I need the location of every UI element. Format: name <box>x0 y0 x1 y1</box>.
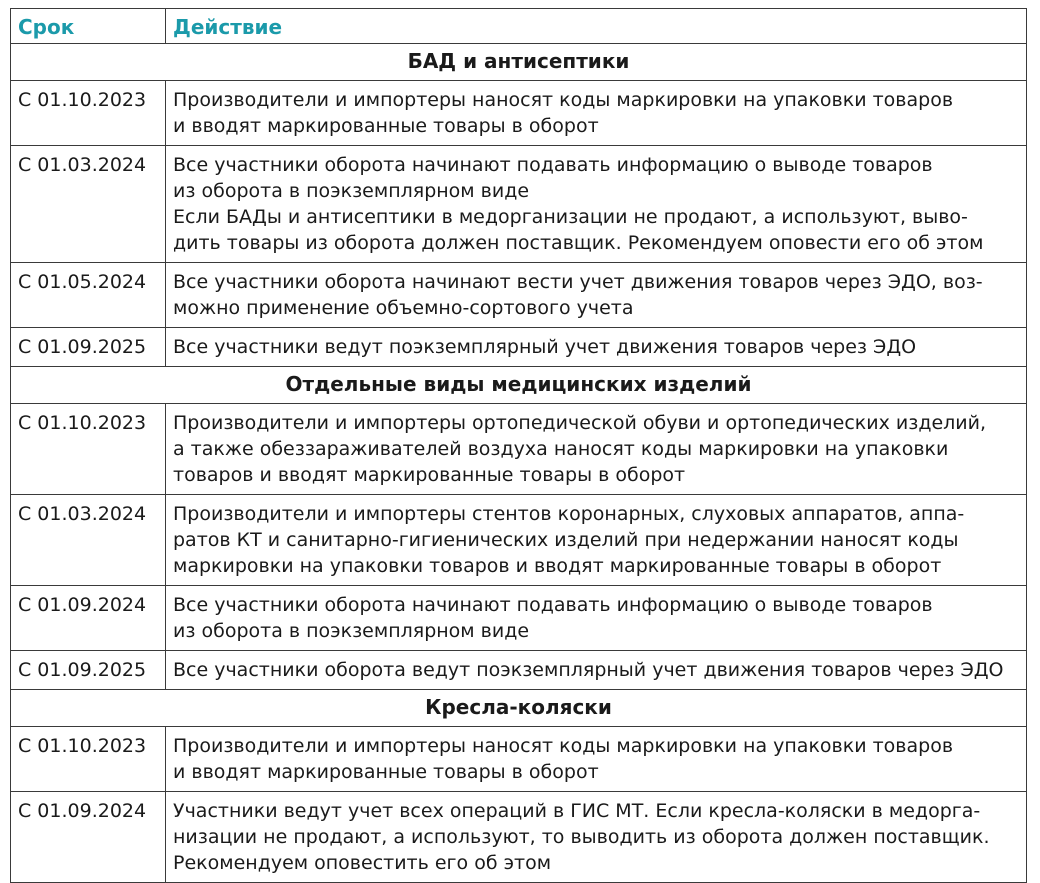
row-action <box>166 404 1027 495</box>
action-text-line: и вводят маркированные товары в оборот <box>173 761 599 783</box>
action-text-line: Производители и импортеры стентов коронарных, слуховых аппаратов, аппа- <box>173 503 965 525</box>
action-text-line: Рекомендуем оповестить его об этом <box>173 852 552 874</box>
action-text-line: Все участники оборота ведут поэкземплярный учет движения товаров через ЭДО <box>173 659 1004 681</box>
section-title: Кресла-коляски <box>11 690 1027 727</box>
table-row <box>11 81 1027 146</box>
action-text-line: Все участники ведут поэкземплярный учет движения товаров через ЭДО <box>173 336 917 358</box>
table-header-row <box>11 9 1027 44</box>
row-date: С 01.05.2024 <box>11 263 166 328</box>
row-date: С 01.10.2023 <box>11 727 166 792</box>
table-row <box>11 727 1027 792</box>
action-text-line: Производители и импортеры наносят коды маркировки на упаковки товаров <box>173 735 954 757</box>
table-row <box>11 328 1027 367</box>
action-text-line: а также обеззараживателей воздуха наносят коды маркировки на упаковки <box>173 438 949 460</box>
table-row <box>11 146 1027 263</box>
table-row <box>11 651 1027 690</box>
action-text-line: из оборота в поэкземплярном виде <box>173 620 530 642</box>
row-action <box>166 263 1027 328</box>
section-row <box>11 690 1027 727</box>
action-text-line: Производители и импортеры наносят коды маркировки на упаковки товаров <box>173 89 954 111</box>
action-text-line: из оборота в поэкземплярном виде <box>173 180 530 202</box>
row-action <box>166 586 1027 651</box>
row-date: С 01.09.2025 <box>11 328 166 367</box>
row-action <box>166 81 1027 146</box>
row-date: С 01.09.2025 <box>11 651 166 690</box>
schedule-table-wrapper <box>10 8 1026 883</box>
action-text-line: товаров и вводят маркированные товары в оборот <box>173 464 686 486</box>
row-date: С 01.10.2023 <box>11 404 166 495</box>
section-row <box>11 44 1027 81</box>
section-row <box>11 367 1027 404</box>
column-header-action: Действие <box>166 9 1027 44</box>
row-action <box>166 792 1027 883</box>
column-header-date: Срок <box>11 9 166 44</box>
table-row <box>11 263 1027 328</box>
row-date: С 01.03.2024 <box>11 495 166 586</box>
action-text-line: Участники ведут учет всех операций в ГИС МТ. Если кресла-коляски в медорга- <box>173 800 981 822</box>
row-action <box>166 146 1027 263</box>
row-date: С 01.03.2024 <box>11 146 166 263</box>
action-text-line: Если БАДы и антисептики в медорганизации не продают, а используют, выво- <box>173 206 968 228</box>
table-row <box>11 404 1027 495</box>
row-date: С 01.09.2024 <box>11 792 166 883</box>
table-row <box>11 495 1027 586</box>
action-text-line: маркировки на упаковки товаров и вводят маркированные товары в оборот <box>173 555 942 577</box>
row-action <box>166 495 1027 586</box>
section-title: Отдельные виды медицинских изделий <box>11 367 1027 404</box>
action-text-line: Все участники оборота начинают подавать информацию о выводе товаров <box>173 594 933 616</box>
action-text-line: ратов КТ и санитарно-гигиенических изделий при недержании наносят коды <box>173 529 959 551</box>
row-action <box>166 651 1027 690</box>
row-date: С 01.10.2023 <box>11 81 166 146</box>
section-title: БАД и антисептики <box>11 44 1027 81</box>
table-row <box>11 586 1027 651</box>
table-row <box>11 792 1027 883</box>
action-text-line: Все участники оборота начинают вести учет движения товаров через ЭДО, воз- <box>173 271 983 293</box>
row-action <box>166 727 1027 792</box>
row-date: С 01.09.2024 <box>11 586 166 651</box>
table-body <box>11 44 1027 883</box>
row-action <box>166 328 1027 367</box>
action-text-line: Все участники оборота начинают подавать информацию о выводе товаров <box>173 154 933 176</box>
schedule-table <box>10 8 1027 883</box>
action-text-line: низации не продают, а используют, то выводить из оборота должен поставщик. <box>173 826 990 848</box>
action-text-line: можно применение объемно-сортового учета <box>173 297 634 319</box>
action-text-line: дить товары из оборота должен поставщик. Рекомендуем оповести его об этом <box>173 232 984 254</box>
action-text-line: и вводят маркированные товары в оборот <box>173 115 599 137</box>
action-text-line: Производители и импортеры ортопедической обуви и ортопедических изделий, <box>173 412 987 434</box>
